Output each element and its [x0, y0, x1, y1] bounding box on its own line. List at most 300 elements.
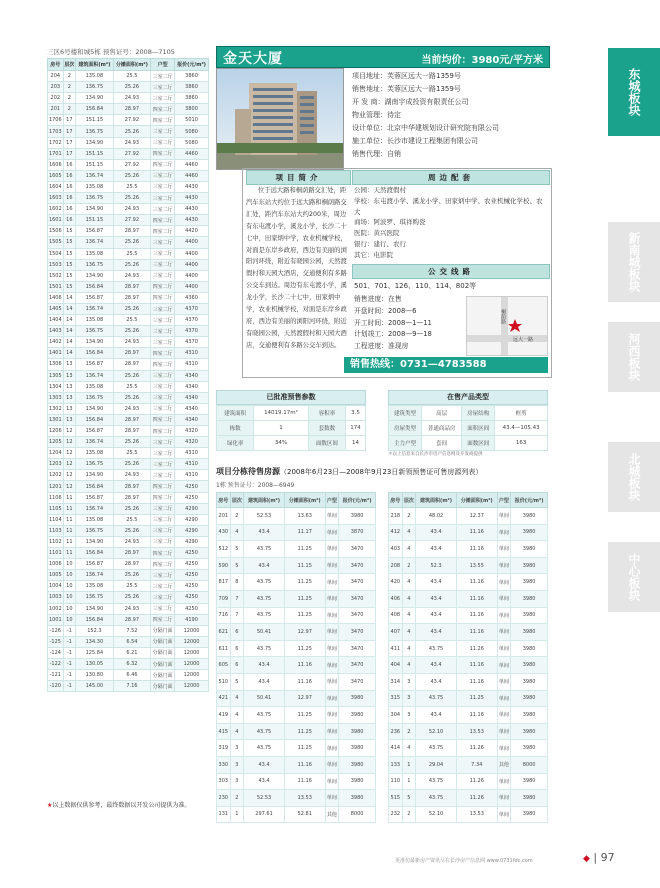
table-cell: 28.97 — [113, 426, 151, 437]
table-cell: 25.26 — [113, 259, 151, 270]
table-cell: 12 — [63, 437, 76, 448]
table-cell: 4 — [402, 640, 416, 657]
table-cell: 6.32 — [113, 658, 151, 669]
table-cell: 202 — [48, 93, 64, 104]
table-cell: 三室二厅 — [151, 270, 175, 281]
tab-east-district[interactable]: 东城板块 — [608, 48, 660, 136]
table-cell: 单间 — [497, 574, 511, 591]
table-cell: 10 — [63, 581, 76, 592]
table-cell: 单间 — [497, 624, 511, 641]
table-cell: 栋数 — [217, 421, 254, 436]
table-cell: 1505 — [48, 237, 64, 248]
table-cell: 单间 — [325, 756, 339, 773]
table-cell: 414 — [389, 740, 403, 757]
table-cell: 1001 — [48, 614, 64, 625]
table-cell: 28.97 — [113, 414, 151, 425]
table-cell: 单间 — [497, 723, 511, 740]
table-cell: 单间 — [497, 541, 511, 558]
table-cell: 136.75 — [76, 82, 114, 93]
table-cell: -1 — [63, 647, 76, 658]
table-row — [48, 71, 209, 82]
table-cell: 三室二厅 — [151, 204, 175, 215]
table-row — [48, 681, 209, 692]
table-cell: 134.90 — [76, 536, 114, 547]
table-cell: 3980 — [511, 508, 548, 525]
table-cell: 4190 — [175, 614, 209, 625]
left-price-table — [47, 58, 209, 692]
table-cell: 25.26 — [113, 503, 151, 514]
table-cell: 1506 — [48, 226, 64, 237]
table-cell: 12 — [63, 448, 76, 459]
table-cell: 24.93 — [113, 470, 151, 481]
table-cell: 136.74 — [76, 503, 114, 514]
table-cell: 12000 — [175, 658, 209, 669]
approved-title: 已批准预售参数 — [216, 390, 366, 405]
table-cell: 156.87 — [76, 559, 114, 570]
tab-hexi-district[interactable]: 河西板块 — [608, 322, 660, 392]
table-cell: 单间 — [497, 657, 511, 674]
table-cell: 24.93 — [113, 603, 151, 614]
table-cell: 4430 — [175, 193, 209, 204]
table-cell: 43.75 — [244, 707, 285, 724]
table-cell: 1102 — [48, 536, 64, 547]
table-cell: 4430 — [175, 204, 209, 215]
table-cell: 13.53 — [284, 790, 325, 807]
table-cell: 52.3 — [416, 557, 457, 574]
table-cell: 11.16 — [456, 590, 497, 607]
table-cell: 三室二厅 — [151, 303, 175, 314]
table-cell: 四室二厅 — [151, 159, 175, 170]
environment-heading: 周边配套 — [352, 170, 550, 185]
table-cell: 1205 — [48, 437, 64, 448]
info-line: 物业管理：待定 — [352, 111, 401, 119]
table-cell: 25.26 — [113, 170, 151, 181]
table-cell: 43.75 — [416, 640, 457, 657]
building-photo — [216, 68, 344, 170]
table-row — [48, 337, 209, 348]
table-cell: 11 — [63, 536, 76, 547]
table-row — [217, 590, 376, 607]
table-cell: 12 — [63, 481, 76, 492]
table-cell: 25.26 — [113, 459, 151, 470]
table-cell: 4310 — [175, 448, 209, 459]
table-row — [217, 740, 376, 757]
table-cell: 三室二厅 — [151, 259, 175, 270]
environment-item: 学校：东屯渡小学、溪龙小学、田家炳中学、农业机械化学校、农大 — [354, 196, 543, 216]
table-cell: 4460 — [175, 148, 209, 159]
table-cell: 163 — [495, 436, 548, 451]
table-cell: 3 — [230, 756, 244, 773]
table-cell: 203 — [48, 82, 64, 93]
table-row — [48, 403, 209, 414]
table-cell: 4290 — [175, 503, 209, 514]
table-cell: 4400 — [175, 248, 209, 259]
table-cell: 1503 — [48, 259, 64, 270]
table-cell: 204 — [48, 71, 64, 82]
star-icon: ★ — [47, 802, 53, 809]
table-cell: 7 — [230, 590, 244, 607]
table-cell: 15 — [63, 237, 76, 248]
table-cell: 11.16 — [456, 574, 497, 591]
table-cell: 11.16 — [456, 673, 497, 690]
table-row — [217, 436, 366, 451]
average-price: 当前均价：3980元/平方米 — [421, 55, 543, 66]
table-cell: 590 — [217, 557, 231, 574]
table-cell: 3470 — [339, 607, 376, 624]
table-cell: 408 — [389, 607, 403, 624]
table-cell: 建筑面积 — [217, 406, 254, 421]
table-cell: 房屋结构 — [462, 406, 495, 421]
table-row — [48, 259, 209, 270]
table-cell: 8000 — [339, 806, 376, 823]
table-cell: 11.26 — [456, 790, 497, 807]
table-row — [48, 348, 209, 359]
table-cell: 3 — [402, 707, 416, 724]
table-cell: 621 — [217, 624, 231, 641]
table-cell: 43.4 — [244, 657, 285, 674]
table-cell: 133 — [389, 756, 403, 773]
table-cell: 709 — [217, 590, 231, 607]
table-cell: 156.87 — [76, 492, 114, 503]
table-cell: 1701 — [48, 148, 64, 159]
table-cell: 1305 — [48, 370, 64, 381]
table-cell: 43.75 — [416, 773, 457, 790]
table-cell: 11 — [63, 548, 76, 559]
table-cell: 14 — [63, 315, 76, 326]
table-cell: 136.75 — [76, 259, 114, 270]
table-cell: 三室二厅 — [151, 581, 175, 592]
table-row — [217, 707, 376, 724]
table-row — [48, 459, 209, 470]
table-cell: 419 — [217, 707, 231, 724]
table-cell: 43.4 — [416, 524, 457, 541]
table-row — [217, 673, 376, 690]
table-cell: 136.74 — [76, 370, 114, 381]
table-cell: 136.75 — [76, 459, 114, 470]
table-cell: 11.16 — [284, 657, 325, 674]
approved-table — [216, 405, 366, 451]
table-cell: 134.90 — [76, 470, 114, 481]
tab-new-south-district[interactable]: 新南城板块 — [608, 222, 660, 302]
table-cell: 三室二厅 — [151, 82, 175, 93]
table-row — [217, 806, 376, 823]
table-cell: 分隔门面 — [151, 625, 175, 636]
table-cell: 34% — [254, 436, 309, 451]
progress-item: 销售进度：在售 — [354, 295, 402, 303]
table-cell: 134.90 — [76, 403, 114, 414]
table-cell: 406 — [389, 590, 403, 607]
table-cell: 43.75 — [244, 590, 285, 607]
table-cell: 三室二厅 — [151, 592, 175, 603]
column-header: 房号 — [217, 493, 231, 508]
table-cell: 其他 — [325, 806, 339, 823]
table-cell: 136.74 — [76, 437, 114, 448]
table-cell: 11.25 — [284, 541, 325, 558]
left-note: ★以上数据仅供参考，最终数据以开发公司提供为准。 — [47, 802, 191, 809]
table-cell: 4400 — [175, 259, 209, 270]
table-cell: -1 — [63, 658, 76, 669]
available-units-title: 项目分栋待售房源（2008年6月23日—2008年9月23日新领预售证可售房源列表） — [216, 467, 483, 476]
table-cell: 1 — [402, 773, 416, 790]
table-cell: 7.16 — [113, 681, 151, 692]
table-row — [48, 159, 209, 170]
table-row — [217, 406, 366, 421]
table-cell: 4 — [402, 590, 416, 607]
table-cell: 16 — [63, 204, 76, 215]
table-cell: 25.5 — [113, 181, 151, 192]
table-row — [48, 625, 209, 636]
table-row — [389, 406, 548, 421]
table-cell: 136.74 — [76, 303, 114, 314]
table-cell: 3980 — [339, 723, 376, 740]
table-cell: 三室二厅 — [151, 193, 175, 204]
table-cell: 25.26 — [113, 370, 151, 381]
table-cell: 152.3 — [76, 625, 114, 636]
table-cell: 2 — [63, 104, 76, 115]
table-cell: 3980 — [511, 790, 548, 807]
table-cell: 27.92 — [113, 148, 151, 159]
table-cell: 43.4 — [416, 657, 457, 674]
table-cell: 29.04 — [416, 756, 457, 773]
table-cell: 25.26 — [113, 570, 151, 581]
table-cell: 1202 — [48, 470, 64, 481]
table-cell: 4370 — [175, 337, 209, 348]
table-cell: 2 — [402, 557, 416, 574]
table-row — [48, 536, 209, 547]
table-row — [217, 723, 376, 740]
tab-central-district[interactable]: 中心板块 — [608, 542, 660, 612]
table-cell: 236 — [389, 723, 403, 740]
table-cell: 136.74 — [76, 237, 114, 248]
table-row — [48, 315, 209, 326]
table-cell: 2 — [63, 71, 76, 82]
table-cell: 6.54 — [113, 636, 151, 647]
table-cell: 三室二厅 — [151, 137, 175, 148]
table-cell: 27.92 — [113, 115, 151, 126]
table-cell: 2 — [402, 508, 416, 525]
table-cell: 11 — [63, 514, 76, 525]
table-cell: 25.5 — [113, 581, 151, 592]
table-cell: 3980 — [511, 657, 548, 674]
table-row — [389, 541, 548, 558]
table-cell: 28.97 — [113, 348, 151, 359]
table-cell: 145.00 — [76, 681, 114, 692]
table-cell: 2 — [230, 508, 244, 525]
table-cell: 28.97 — [113, 292, 151, 303]
table-cell: 3470 — [339, 640, 376, 657]
table-cell: 1 — [254, 421, 309, 436]
table-cell: 3980 — [339, 790, 376, 807]
table-cell: 16 — [63, 159, 76, 170]
table-cell: 43.4 — [416, 707, 457, 724]
table-cell: 3860 — [175, 93, 209, 104]
table-cell: 四室二厅 — [151, 548, 175, 559]
table-cell: 7.52 — [113, 625, 151, 636]
table-cell: 6 — [230, 624, 244, 641]
table-cell: 4 — [402, 607, 416, 624]
table-cell: 716 — [217, 607, 231, 624]
table-cell: 1104 — [48, 514, 64, 525]
table-cell: 24.93 — [113, 137, 151, 148]
table-cell: 14 — [63, 337, 76, 348]
table-cell: 3980 — [511, 773, 548, 790]
table-cell: 3980 — [511, 740, 548, 757]
column-header: 报价(元/m²) — [511, 493, 548, 508]
table-cell: 4430 — [175, 181, 209, 192]
table-cell: 三室二厅 — [151, 337, 175, 348]
table-cell: 3860 — [175, 82, 209, 93]
table-row — [48, 437, 209, 448]
table-cell: 单间 — [325, 673, 339, 690]
table-cell: 512 — [217, 541, 231, 558]
table-row — [389, 590, 548, 607]
table-cell: 11.16 — [456, 524, 497, 541]
table-cell: 25.5 — [113, 315, 151, 326]
table-cell: 4460 — [175, 170, 209, 181]
table-cell: 单间 — [497, 557, 511, 574]
table-row — [48, 492, 209, 503]
environment-item: 银行：建行、农行 — [354, 239, 406, 248]
table-row — [48, 326, 209, 337]
column-header: 层次 — [63, 59, 76, 71]
table-cell: 156.87 — [76, 426, 114, 437]
table-cell: 25.5 — [113, 71, 151, 82]
table-cell: 11.26 — [456, 640, 497, 657]
table-row — [48, 414, 209, 425]
table-cell: 5 — [230, 541, 244, 558]
table-cell: 43.75 — [244, 640, 285, 657]
table-cell: 3870 — [339, 524, 376, 541]
table-cell: 1101 — [48, 548, 64, 559]
table-cell: 4320 — [175, 426, 209, 437]
table-cell: 2 — [230, 790, 244, 807]
table-cell: 3470 — [339, 657, 376, 674]
table-cell: 52.53 — [244, 790, 285, 807]
table-cell: 单间 — [325, 557, 339, 574]
table-cell: 四室二厅 — [151, 292, 175, 303]
table-cell: 1401 — [48, 348, 64, 359]
table-cell: 单间 — [325, 690, 339, 707]
table-cell: 4 — [402, 624, 416, 641]
table-cell: 建筑类型 — [389, 406, 422, 421]
table-cell: 1404 — [48, 315, 64, 326]
table-cell: 面数区间 — [308, 436, 345, 451]
table-cell: 三室二厅 — [151, 503, 175, 514]
table-cell: 412 — [389, 524, 403, 541]
table-cell: 43.4—105.43 — [495, 421, 548, 436]
table-cell: 134.90 — [76, 93, 114, 104]
table-cell: 2 — [402, 806, 416, 823]
table-cell: 27.92 — [113, 215, 151, 226]
table-cell: 4290 — [175, 525, 209, 536]
table-cell: 24.93 — [113, 536, 151, 547]
table-cell: 407 — [389, 624, 403, 641]
table-row — [48, 281, 209, 292]
table-cell: 43.75 — [416, 790, 457, 807]
project-header — [216, 46, 550, 68]
table-cell: 5 — [230, 557, 244, 574]
table-cell: 43.4 — [416, 574, 457, 591]
table-cell: 分隔门面 — [151, 647, 175, 658]
progress-item: 开工时间：2008—1—11 — [354, 318, 432, 327]
table-cell: -121 — [48, 670, 64, 681]
table-cell: 3980 — [511, 541, 548, 558]
table-cell: 单间 — [497, 707, 511, 724]
table-cell: 4 — [402, 524, 416, 541]
table-cell: 11.16 — [456, 657, 497, 674]
table-cell: 3470 — [339, 541, 376, 558]
table-cell: 四室二厅 — [151, 215, 175, 226]
table-row — [48, 636, 209, 647]
table-cell: 208 — [389, 557, 403, 574]
table-cell: 套间 — [421, 436, 461, 451]
table-cell: 单间 — [497, 607, 511, 624]
table-cell: 4400 — [175, 237, 209, 248]
location-map — [466, 296, 548, 356]
table-cell: 11.25 — [284, 723, 325, 740]
table-cell: 14 — [63, 303, 76, 314]
table-cell: 135.08 — [76, 448, 114, 459]
table-row — [48, 226, 209, 237]
table-cell: 单间 — [497, 790, 511, 807]
table-cell: 15 — [63, 248, 76, 259]
table-cell: 三室二厅 — [151, 381, 175, 392]
table-row — [389, 624, 548, 641]
table-cell: 156.87 — [76, 292, 114, 303]
table-cell: 面数区间 — [462, 436, 495, 451]
table-cell: 136.75 — [76, 525, 114, 536]
table-cell: 135.08 — [76, 181, 114, 192]
table-cell: 12 — [63, 470, 76, 481]
table-cell: 三室二厅 — [151, 392, 175, 403]
table-cell: 134.90 — [76, 337, 114, 348]
table-cell: 3980 — [511, 690, 548, 707]
tab-north-district[interactable]: 北城板块 — [608, 442, 660, 512]
table-cell: 3980 — [511, 607, 548, 624]
table-cell: 156.84 — [76, 548, 114, 559]
column-header: 房号 — [389, 493, 403, 508]
table-cell: 13 — [63, 403, 76, 414]
table-cell: 3 — [230, 773, 244, 790]
table-row — [217, 756, 376, 773]
table-cell: 3980 — [339, 740, 376, 757]
table-cell: 1203 — [48, 459, 64, 470]
table-cell: 4250 — [175, 559, 209, 570]
table-cell: 27.92 — [113, 159, 151, 170]
table-cell: 134.90 — [76, 270, 114, 281]
table-cell: 135.08 — [76, 248, 114, 259]
table-cell: 8000 — [511, 756, 548, 773]
table-cell: 12 — [63, 426, 76, 437]
table-row — [217, 773, 376, 790]
table-cell: 1302 — [48, 403, 64, 414]
table-cell: 25.26 — [113, 82, 151, 93]
column-header: 报价(元/m²) — [339, 493, 376, 508]
table-cell: 4360 — [175, 292, 209, 303]
table-cell: 15 — [63, 270, 76, 281]
table-cell: 13 — [63, 392, 76, 403]
table-cell: 3980 — [511, 524, 548, 541]
table-cell: 三室二厅 — [151, 525, 175, 536]
table-cell: 17 — [63, 137, 76, 148]
table-cell: 12.97 — [284, 690, 325, 707]
table-cell: 三室二厅 — [151, 71, 175, 82]
table-cell: 1606 — [48, 159, 64, 170]
table-cell: 四室二厅 — [151, 226, 175, 237]
table-cell: 11.25 — [284, 574, 325, 591]
table-cell: 11.25 — [284, 590, 325, 607]
table-cell: 1601 — [48, 215, 64, 226]
